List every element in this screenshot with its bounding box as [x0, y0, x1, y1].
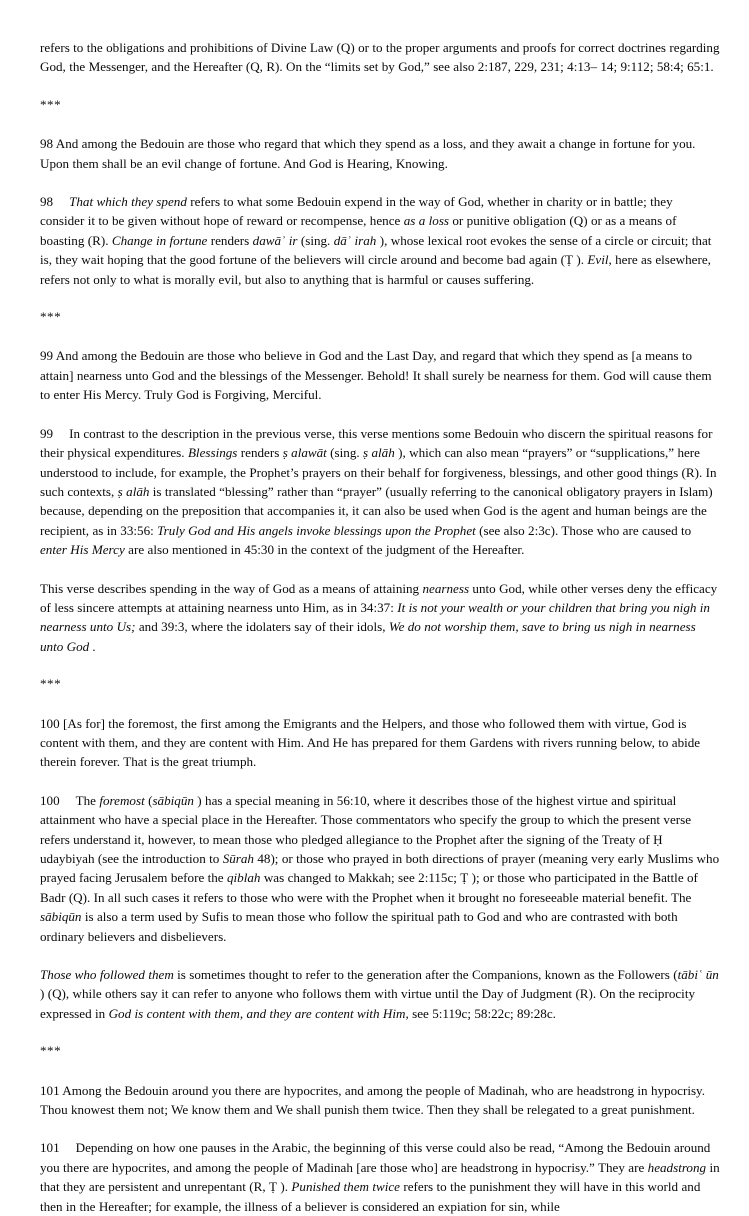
paragraph-continuation-top: refers to the obligations and prohibitions of Divine Law (Q) or to the proper arguments and proofs for correct doctrines regarding God, the Messenger, and the Hereafter (Q, R). On the “limits set by God,” see also 2:187, 229, 231; 4:13– 14; 9:112; 58:4; 65:1. [40, 40, 720, 75]
verse-99: 99 And among the Bedouin are those who believe in God and the Last Day, and regard that which they spend as [a means to attain] nearness unto God and the blessings of the Messenger. Behold! It shall surely be nearness for them. God will cause them to enter His Mercy. Truly God is Forgiving, Merciful. [40, 348, 712, 403]
body-text: 100 [40, 792, 60, 808]
body-text: in that they are persistent and unrepentant (R, Ṭ ). [40, 1159, 720, 1195]
spacer [40, 289, 720, 307]
emphasis-text: nearness [422, 580, 470, 596]
spacer [40, 1061, 720, 1081]
emphasis-text: Those who followed them [40, 967, 174, 983]
emphasis-text: God is content with them, and they are content with Him, [108, 1005, 409, 1021]
body-text: (sing. [297, 232, 334, 248]
emphasis-text: qiblah [227, 870, 261, 886]
spacer [40, 1119, 720, 1138]
body-text: are also mentioned in 45:30 in the context of the judgment of the Hereafter. [124, 542, 525, 558]
body-text: here as elsewhere, refers not only to what is morally evil, but also to anything that is harmful or causes suffering. [40, 252, 711, 287]
body-text: is sometimes thought to refer to the generation after the Companions, known as the Followers ( [173, 967, 678, 983]
section-separator-2: *** [40, 309, 62, 325]
body-text: refers to the punishment they will have in this world and then in the Hereafter; for example, the illness of a believer is considered an expiation for sin, while [40, 1179, 701, 1214]
spacer [40, 1023, 720, 1041]
emphasis-text: ṣ alawāt [282, 445, 327, 461]
emphasis-text: Sūrah [222, 851, 254, 866]
body-text: and 39:3, where the idolaters say of their idols, [135, 619, 389, 635]
spacer [40, 114, 720, 134]
body-text: ( [144, 792, 153, 808]
spacer [40, 694, 720, 714]
body-text: ) (Q), while others say it can refer to anyone who follows them with virtue until the Day of Judgment (R). On the reciprocity expressed in [40, 986, 695, 1021]
body-text: refers to what some Bedouin expend in the way of God, whether in charity or in battle; they consider it to be given without hope of reward or recompense, hence [40, 194, 673, 229]
body-text: is translated “blessing” rather than “prayer” (usually referring to the canonical obligatory prayers in Islam) because, depending on the preposition that accompanies it, it can also be used when God is the agent and human beings are the recipient, as in 33:56: [40, 483, 713, 538]
body-text: was changed to Makkah; see 2:115c; Ṭ ); or those who participated in the Battle of Badr (Q). In all such cases it refers to those who were with the Prophet when it brought no foreseeable material benefit. The [40, 870, 698, 905]
spacer [40, 946, 720, 965]
spacer [40, 173, 720, 192]
emphasis-text: foremost [99, 792, 145, 808]
emphasis-text: ṣ alāh [363, 445, 395, 461]
section-separator-3: *** [40, 676, 62, 692]
spacer [40, 560, 720, 579]
body-text: 48); or those who prayed in both directions of prayer (meaning very early Muslims who prayed facing Jerusalem before the [40, 851, 720, 886]
emphasis-text: Blessings [187, 445, 238, 461]
commentary-100 [40, 791, 720, 946]
spacer [40, 77, 720, 95]
emphasis-text: Evil, [587, 252, 612, 268]
body-text: see 5:119c; 58:22c; 89:28c. [408, 1005, 556, 1021]
spacer [40, 656, 720, 674]
body-text: renders [207, 232, 253, 248]
body-text: ), which can also mean “prayers” or “supplications,” here understood to include, for example, the Prophet’s prayers on their behalf for forgiveness, blessings, and other good things (R). In such contexts, [40, 445, 717, 499]
commentary-99-second-paragraph [40, 579, 720, 657]
section-separator-1: *** [40, 96, 62, 112]
emphasis-text: Punished them twice [291, 1179, 400, 1195]
body-text: In contrast to the description in the previous verse, this verse mentions some Bedouin who discern the spiritual reasons for their physical expenditures. [40, 425, 713, 461]
body-text: ) has a special meaning in 56:10, where it describes those of the highest virtue and spiritual attainment who have a special place in the Hereafter. Those commentators who specify the group to which the present verse refers understand it, however, to mean those who pledged allegiance to the Prophet after the signing of the Treaty of Ḥ udaybiyah (see the introduction to [40, 792, 692, 866]
emphasis-text: as a loss [403, 213, 450, 229]
emphasis-text: headstrong [647, 1159, 707, 1175]
emphasis-text: enter His Mercy [40, 542, 125, 558]
page-content [40, 38, 720, 1216]
body-text: (see also 2:3c). Those who are caused to [475, 522, 692, 538]
body-text: or punitive obligation (Q) or as a means of boasting (R). [40, 213, 677, 248]
body-text: renders [237, 445, 283, 461]
body-text: 101 [40, 1140, 60, 1156]
spacer [40, 326, 720, 346]
body-text: unto God, while other verses deny the efficacy of less sincere attempts at attaining nearness unto Him, as in 34:37: [40, 580, 718, 615]
section-separator-4: *** [40, 1043, 62, 1059]
body-text: The [75, 792, 100, 808]
body-text: (sing. [326, 445, 364, 461]
verse-101: 101 Among the Bedouin around you there are hypocrites, and among the people of Madinah, who are headstrong in hypocrisy. Thou knowest them not; We know them and We shall punish them twice. Then they shall be relegated to a great punishment. [40, 1082, 706, 1118]
emphasis-text: Truly God and His angels invoke blessings upon the Prophet [157, 522, 476, 538]
body-text: Depending on how one pauses in the Arabic, the beginning of this verse could also be read, “Among the Bedouin around you there are hypocrites, and among the people of Madinah [are those who] are headstrong in hypocrisy.” They are [40, 1140, 711, 1175]
emphasis-text: sābiqūn [152, 792, 194, 808]
emphasis-text: That which they spend [69, 194, 187, 210]
emphasis-text: We do not worship them, save to bring us nigh in nearness unto God . [40, 619, 696, 654]
body-text: ), whose lexical root evokes the sense of a circle or circuit; that is, they wait hoping that the good fortune of the believers will circle around and become bad again (Ṭ ). [40, 232, 712, 268]
commentary-101 [40, 1138, 720, 1216]
body-text: This verse describes spending in the way of God as a means of attaining [40, 580, 423, 596]
verse-98: 98 And among the Bedouin are those who regard that which they spend as a loss, and they await a change in fortune for you. Upon them shall be an evil change of fortune. And God is Hearing, Knowing. [40, 136, 696, 171]
spacer [40, 405, 720, 424]
emphasis-text: tābiʿ ūn [677, 967, 719, 983]
emphasis-text: dawāʾ ir [252, 232, 298, 248]
emphasis-text: sābiqūn [40, 909, 82, 925]
emphasis-text: dāʾ irah [333, 232, 377, 248]
verse-100: 100 [As for] the foremost, the first among the Emigrants and the Helpers, and those who followed them with virtue, God is content with them, and they are content with Him. And He has prepared for them Gardens with rivers running below, to abide therein forever. That is the great triumph. [40, 715, 701, 770]
commentary-99 [40, 424, 720, 560]
emphasis-text: ṣ alāh [117, 483, 150, 499]
commentary-98 [40, 192, 720, 289]
body-text: 99 [40, 425, 54, 441]
commentary-100-second-paragraph [40, 965, 720, 1023]
body-text: is also a term used by Sufis to mean those who follow the spiritual path to God and who are contrasted with both ordinary believers and disbelievers. [40, 909, 678, 944]
emphasis-text: It is not your wealth or your children that bring you nigh in nearness unto Us; [40, 599, 710, 635]
spacer [40, 772, 720, 791]
emphasis-text: Change in fortune [111, 232, 208, 248]
body-text: 98 [40, 194, 54, 210]
